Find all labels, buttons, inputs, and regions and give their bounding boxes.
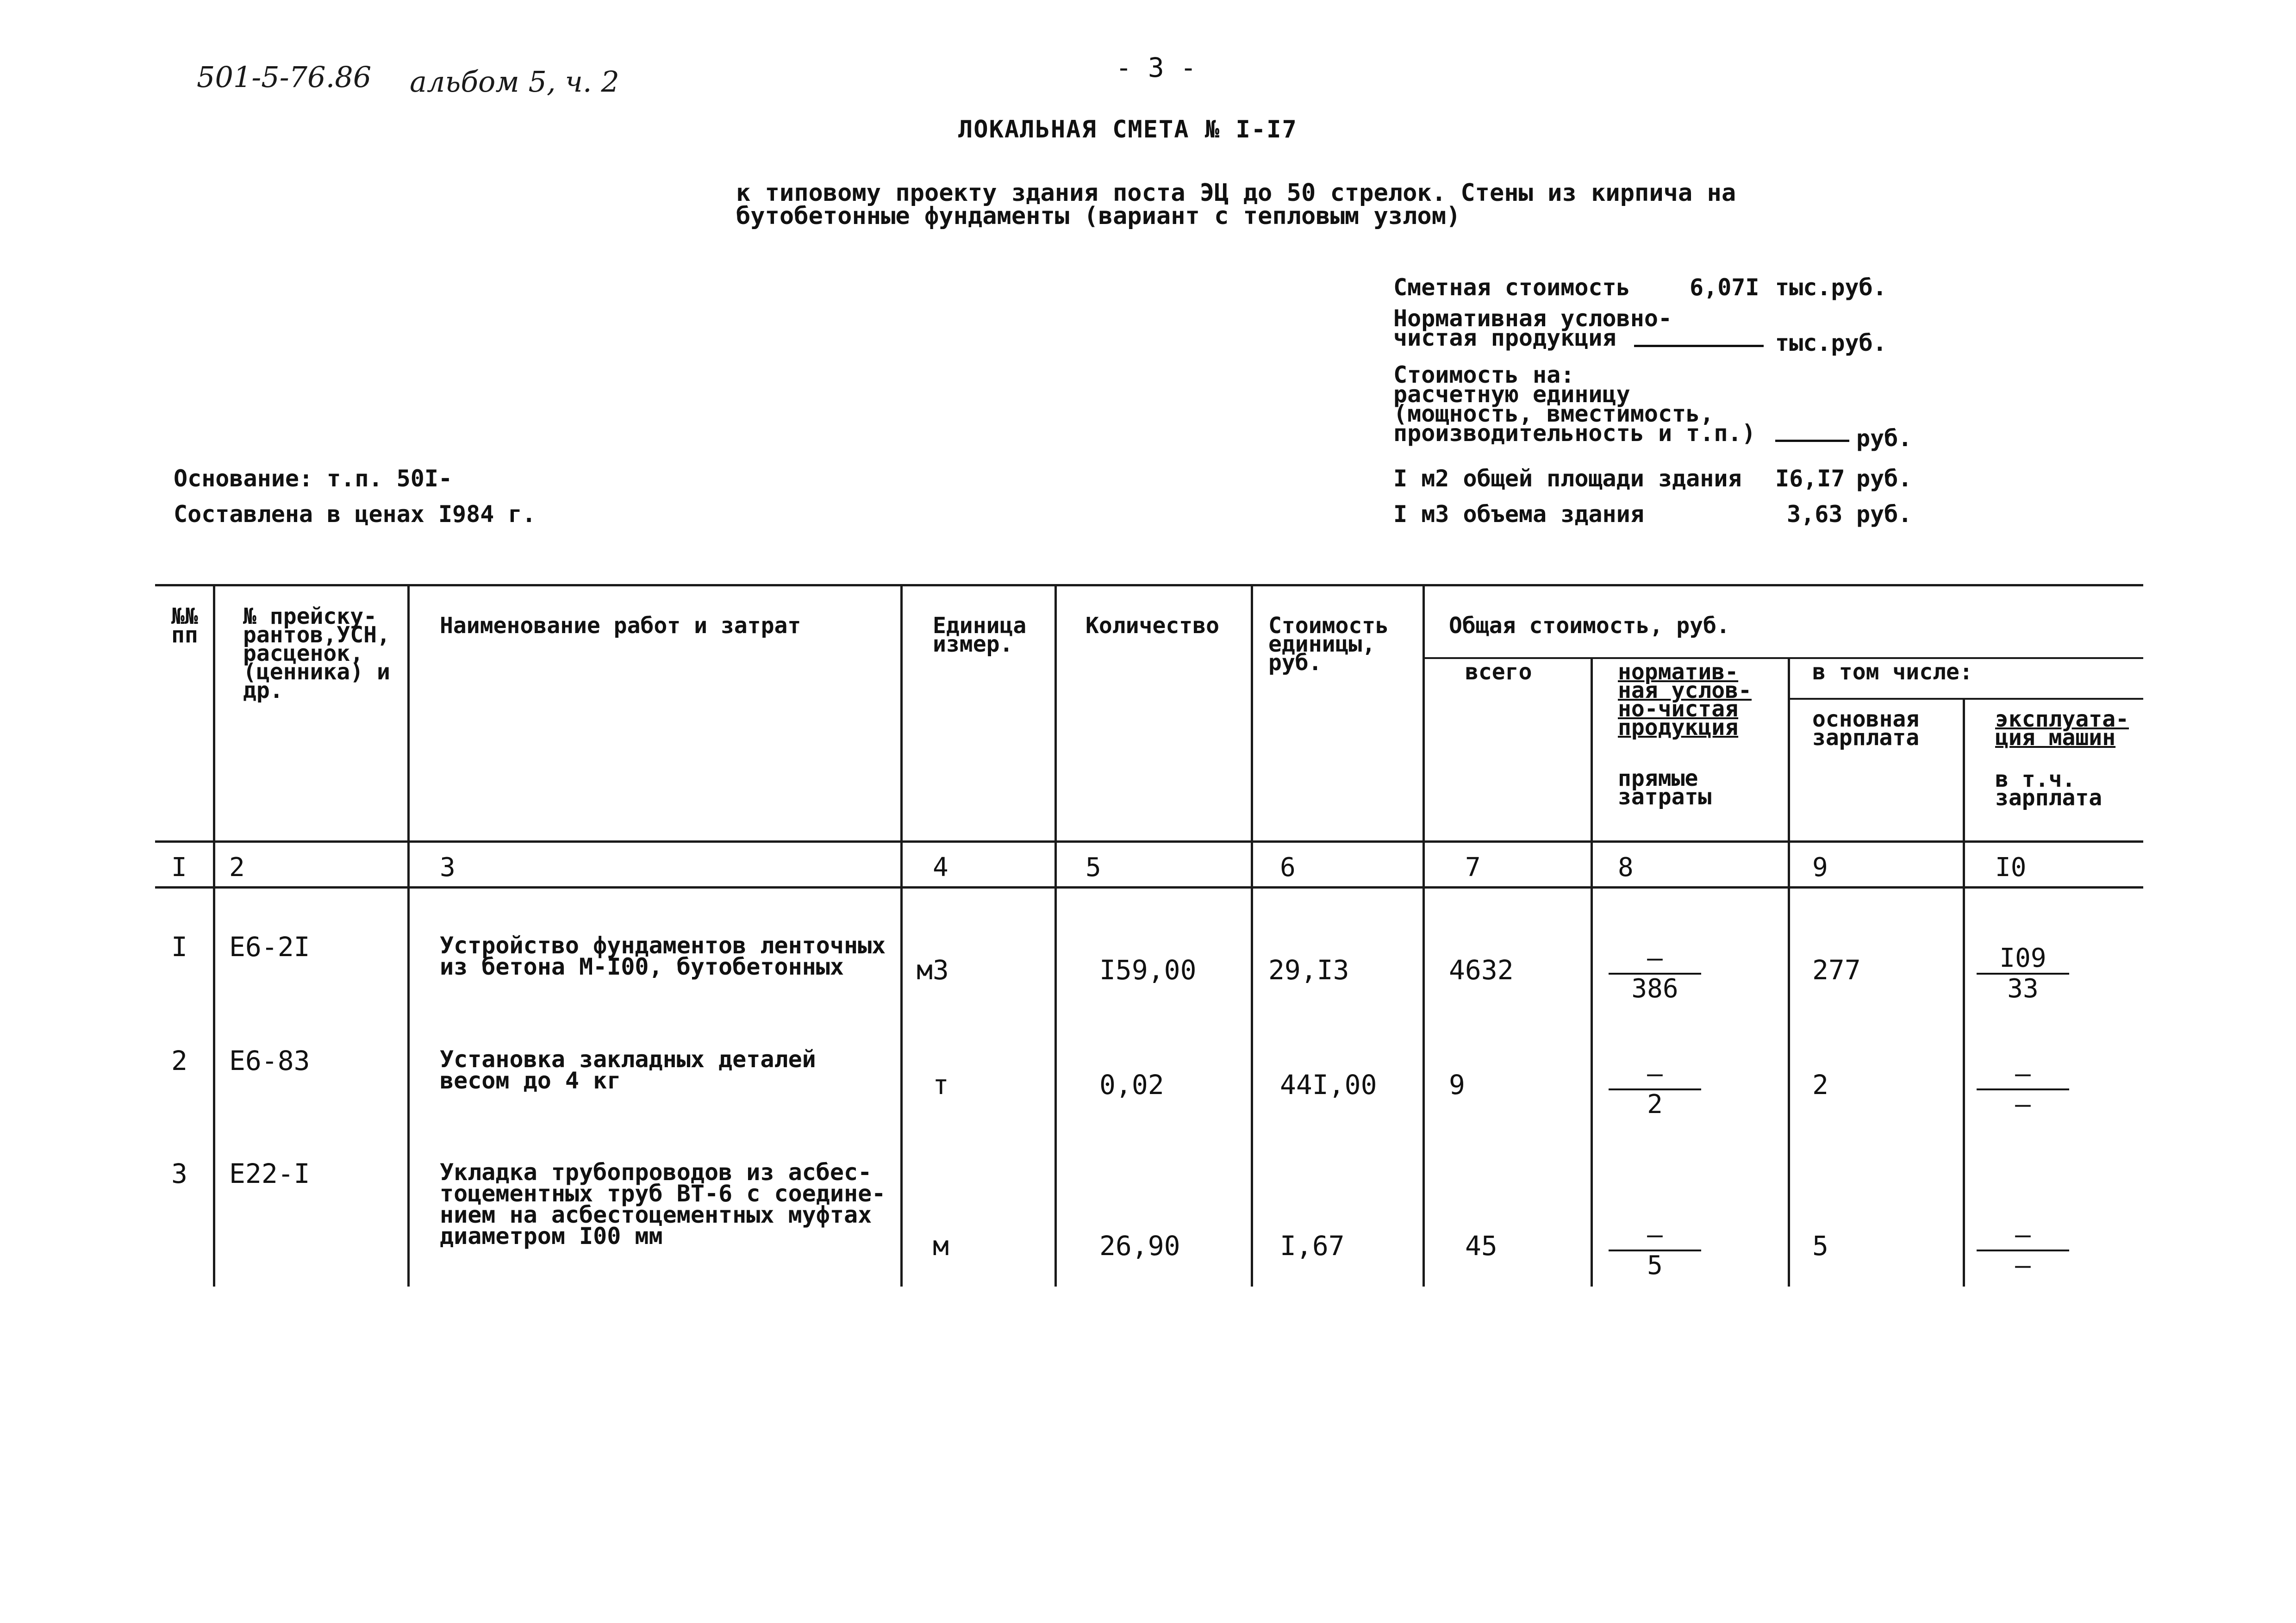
header-work-name: Наименование работ и затрат <box>440 613 801 639</box>
work-name: Установка закладных деталей весом до 4 кг <box>440 1046 816 1094</box>
direct-costs-value: 386 <box>1631 974 1678 1004</box>
per-m2-unit: руб. <box>1856 465 1912 492</box>
header-unit-cost: Стоимость единицы, руб. <box>1268 613 1389 676</box>
unit-cost-unit: руб. <box>1856 425 1912 452</box>
row-number: I <box>171 931 187 963</box>
header-base-wages: основная зарплата <box>1812 706 1920 751</box>
col-divider <box>900 584 903 1287</box>
net-output-value: – <box>1609 1060 1701 1090</box>
column-number: 5 <box>1086 852 1101 883</box>
column-number: 7 <box>1465 852 1481 883</box>
column-number: 2 <box>229 852 245 883</box>
estimated-cost-unit: тыс.руб. <box>1775 274 1887 301</box>
work-name: Устройство фундаментов ленточных из бетона М-I00, бутобетонных <box>440 932 886 980</box>
header-direct-costs: прямые затраты <box>1618 765 1712 810</box>
header-net-output <box>1618 659 1771 740</box>
unit-cost-label-2: расчетную единицу <box>1393 381 1630 408</box>
header-bottom-rule <box>155 840 2143 843</box>
net-output-fraction <box>1609 944 1701 1003</box>
table-top-rule <box>155 584 2143 586</box>
net-output-value: – <box>1609 944 1701 975</box>
header-total: всего <box>1465 659 1532 685</box>
total-cost: 9 <box>1449 1069 1465 1101</box>
total-cost: 45 <box>1465 1230 1497 1262</box>
machines-value: I09 <box>1977 944 2069 975</box>
subtitle-line-2: бутобетонные фундаменты (вариант с тепловым узлом) <box>736 202 1461 230</box>
unit-cost-blank <box>1775 440 1849 442</box>
machines-value: – <box>1977 1221 2069 1251</box>
column-number: 4 <box>933 852 948 883</box>
subtitle-line-1: к типовому проекту здания поста ЭЦ до 50 стрелок. Стены из кирпича на <box>736 179 1736 207</box>
unit-cost: 29,I3 <box>1268 954 1349 986</box>
col-divider <box>1788 658 1790 1287</box>
column-number: 3 <box>440 852 455 883</box>
direct-costs-value: 2 <box>1647 1089 1663 1119</box>
unit-cost: 44I,00 <box>1280 1069 1377 1101</box>
net-output-fraction <box>1609 1060 1701 1119</box>
header-incl-group: в том числе: <box>1812 659 1973 685</box>
per-m2-value: I6,I7 <box>1775 465 1845 492</box>
col-divider <box>1054 584 1057 1287</box>
machines-fraction <box>1977 1060 2069 1119</box>
col-divider <box>1251 584 1253 1287</box>
price-code: Е6-83 <box>229 1045 310 1076</box>
machines-fraction <box>1977 944 2069 1003</box>
net-output-label-1: Нормативная условно- <box>1393 305 1672 332</box>
work-name: Укладка трубопроводов из асбес-тоцементных труб ВТ-6 с соедине-нием на асбестоцементных муфтах диаметром I00 мм <box>440 1159 886 1250</box>
header-machines-wages: в т.ч. зарплата <box>1995 766 2103 811</box>
net-output-blank <box>1634 345 1764 347</box>
header-quantity: Количество <box>1086 613 1219 639</box>
net-output-value: – <box>1609 1221 1701 1251</box>
machines-wages-value: 33 <box>2007 974 2039 1004</box>
unit-cost-label-1: Стоимость на: <box>1393 361 1575 388</box>
base-wages: 5 <box>1812 1230 1828 1262</box>
machines-fraction <box>1977 1221 2069 1280</box>
unit: м3 <box>917 954 949 986</box>
net-output-fraction <box>1609 1221 1701 1280</box>
price-code: Е22-I <box>229 1158 310 1189</box>
basis-line-1: Основание: т.п. 50I- <box>174 465 453 492</box>
unit-cost-label-3: (мощность, вместимость, <box>1393 400 1714 427</box>
price-code: Е6-2I <box>229 931 310 963</box>
row-number: 2 <box>171 1045 187 1076</box>
quantity: 0,02 <box>1099 1069 1164 1101</box>
col-divider <box>1591 658 1593 1287</box>
estimated-cost-value: 6,07I <box>1690 274 1759 301</box>
header-machines <box>1995 706 2143 751</box>
header-net-output-top: норматив-ная услов-но-чистая продукция <box>1618 659 1752 740</box>
base-wages: 277 <box>1812 954 1861 986</box>
unit-cost: I,67 <box>1280 1230 1345 1262</box>
column-number: 6 <box>1280 852 1296 883</box>
header-machines-top: эксплуата-ция машин <box>1995 706 2129 751</box>
col-divider <box>213 584 215 1287</box>
total-cost: 4632 <box>1449 954 1514 986</box>
quantity: 26,90 <box>1099 1230 1180 1262</box>
unit-cost-label-4: производительность и т.п.) <box>1393 420 1756 447</box>
column-number: I0 <box>1995 852 2027 883</box>
album-note: альбом 5, ч. 2 <box>410 65 619 99</box>
column-number: 9 <box>1812 852 1828 883</box>
direct-costs-value: 5 <box>1647 1250 1663 1281</box>
row-number: 3 <box>171 1158 187 1189</box>
doc-code: 501-5-76.86 <box>197 60 372 94</box>
column-number: 8 <box>1618 852 1634 883</box>
col-divider <box>1963 699 1965 1287</box>
unit: м <box>933 1230 949 1262</box>
col-divider <box>1423 584 1425 1287</box>
net-output-label-2: чистая продукция <box>1393 324 1616 351</box>
header-total-group: Общая стоимость, руб. <box>1449 613 1730 639</box>
header-unit: Единица измер. <box>933 613 1027 657</box>
document-title: ЛОКАЛЬНАЯ СМЕТА № I-I7 <box>958 116 1298 143</box>
machines-wages-value: – <box>2015 1089 2031 1119</box>
estimated-cost-label: Сметная стоимость <box>1393 274 1630 301</box>
incl-group-rule <box>1789 698 2143 700</box>
col-divider <box>407 584 410 1287</box>
quantity: I59,00 <box>1099 954 1197 986</box>
header-price-code: № прейску-рантов,УСН, расценок, (ценника) и др. <box>243 603 390 703</box>
per-m3-label: I м3 объема здания <box>1393 501 1644 528</box>
header-row-number: №№ пп <box>171 603 198 648</box>
unit: т <box>933 1069 949 1101</box>
net-output-unit: тыс.руб. <box>1775 330 1887 356</box>
per-m3-unit: руб. <box>1856 501 1912 528</box>
column-numbers-rule <box>155 886 2143 889</box>
base-wages: 2 <box>1812 1069 1828 1101</box>
per-m3-value: 3,63 <box>1787 501 1843 528</box>
machines-wages-value: – <box>2015 1250 2031 1281</box>
basis-line-2: Составлена в ценах I984 г. <box>174 501 536 528</box>
machines-value: – <box>1977 1060 2069 1090</box>
page-number: - 3 - <box>1116 52 1197 83</box>
per-m2-label: I м2 общей площади здания <box>1393 465 1742 492</box>
column-number: I <box>171 852 187 883</box>
